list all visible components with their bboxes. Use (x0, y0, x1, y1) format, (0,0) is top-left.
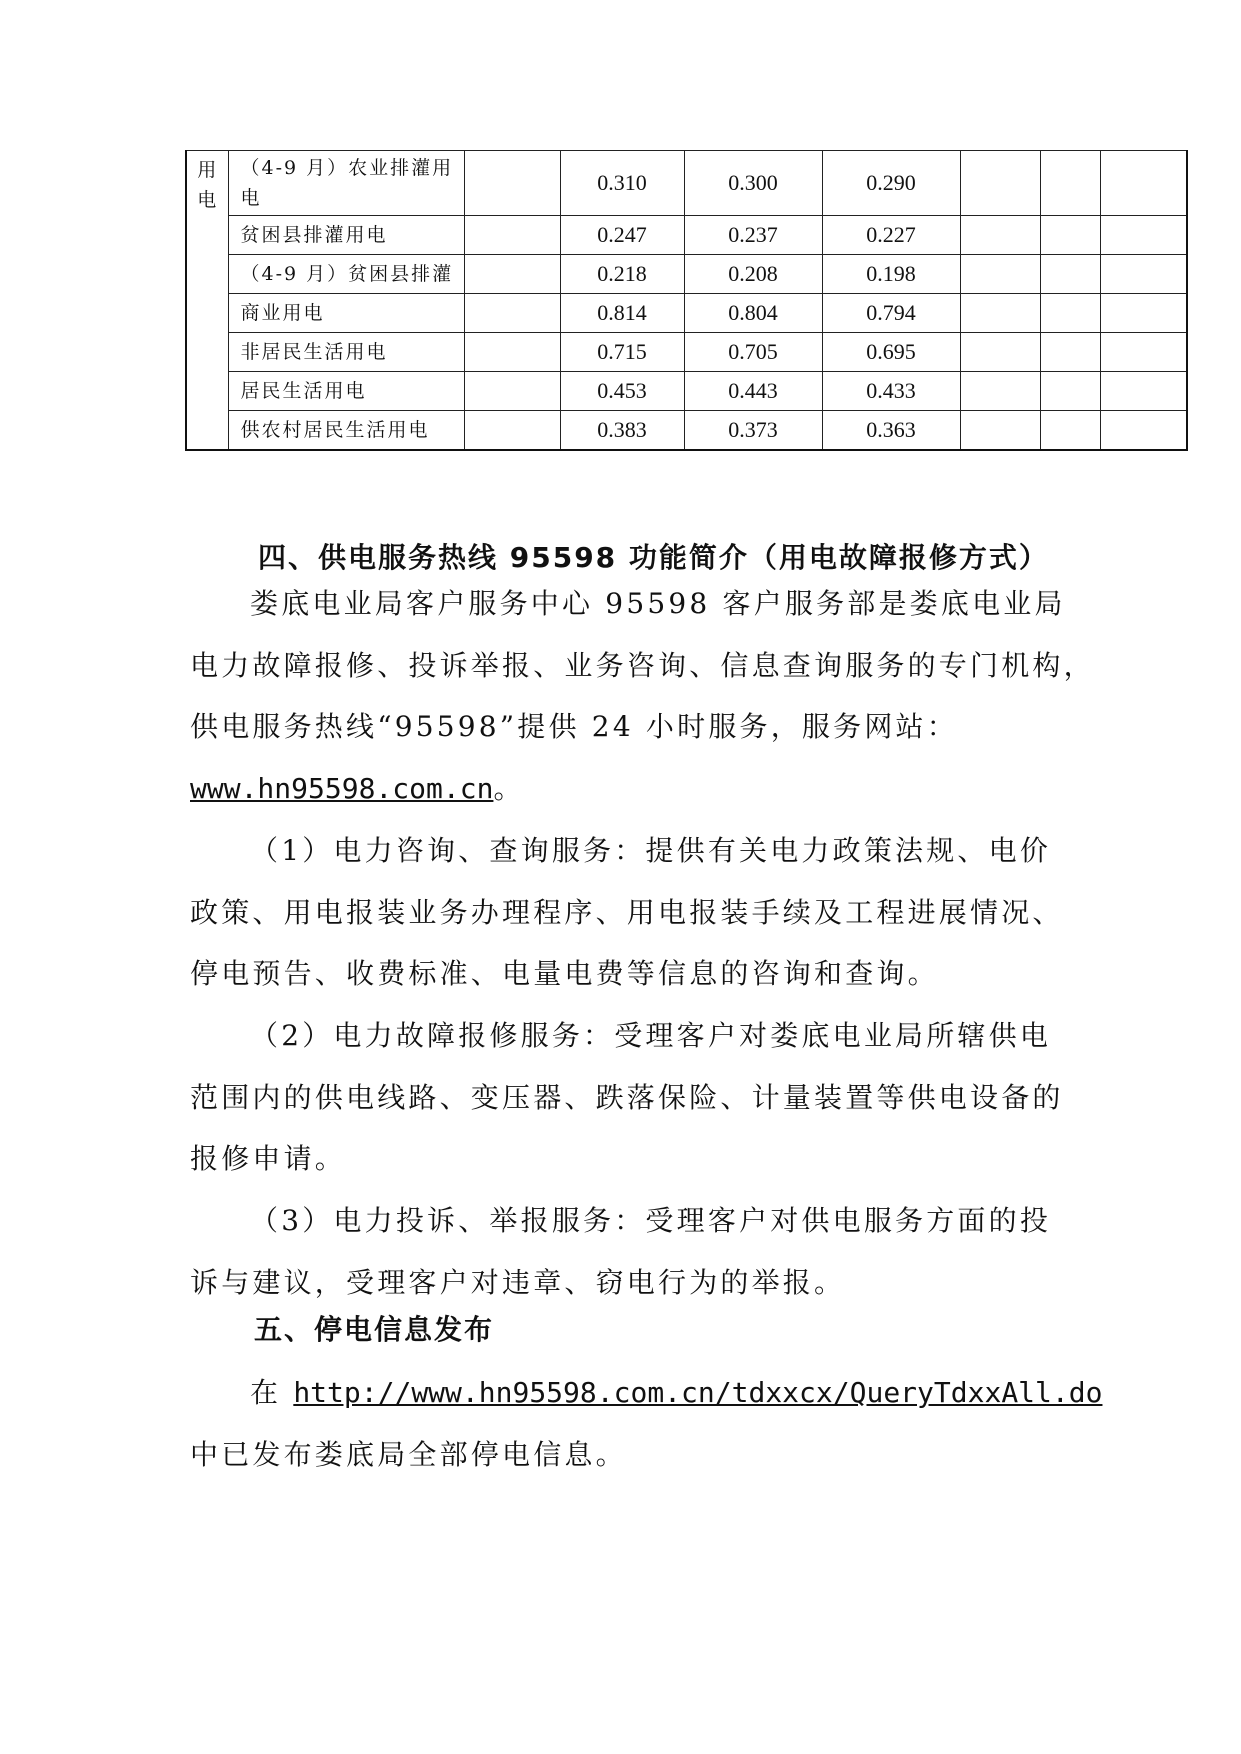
price-cell: 0.237 (684, 216, 822, 255)
price-cell: 0.208 (684, 255, 822, 294)
empty-cell (1100, 151, 1187, 216)
price-cell: 0.218 (560, 255, 684, 294)
item3-line-1: （3）电力投诉、举报服务：受理客户对供电服务方面的投 (250, 1204, 1052, 1238)
item-cell: （4-9 月）贫困县排灌 (228, 255, 464, 294)
price-cell: 0.310 (560, 151, 684, 216)
price-cell: 0.198 (822, 255, 960, 294)
empty-cell (1040, 216, 1100, 255)
price-cell: 0.363 (822, 411, 960, 451)
table-row (186, 294, 1187, 333)
section5-body (190, 1362, 1103, 1485)
empty-cell (1100, 294, 1187, 333)
table-row (186, 372, 1187, 411)
price-cell: 0.227 (822, 216, 960, 255)
item-cell: 居民生活用电 (228, 372, 464, 411)
empty-cell (960, 333, 1040, 372)
empty-cell (464, 411, 560, 451)
empty-cell (960, 294, 1040, 333)
empty-cell (1100, 333, 1187, 372)
price-cell: 0.443 (684, 372, 822, 411)
empty-cell (1040, 372, 1100, 411)
empty-cell (464, 333, 560, 372)
empty-cell (960, 255, 1040, 294)
item2-line-3: 报修申请。 (190, 1142, 347, 1176)
empty-cell (1040, 333, 1100, 372)
empty-cell (464, 216, 560, 255)
empty-cell (1100, 216, 1187, 255)
item-cell: 供农村居民生活用电 (228, 411, 464, 451)
empty-cell (464, 255, 560, 294)
empty-cell (960, 151, 1040, 216)
section4-body (190, 573, 1095, 1313)
empty-cell (1100, 411, 1187, 451)
item1-line-3: 停电预告、收费标准、电量电费等信息的咨询和查询。 (190, 957, 939, 991)
price-cell: 0.290 (822, 151, 960, 216)
table-row (186, 411, 1187, 451)
outage-info-link[interactable]: http://www.hn95598.com.cn/tdxxcx/QueryTdxxAll.do (293, 1376, 1103, 1409)
empty-cell (464, 372, 560, 411)
section5-prefix: 在 (250, 1376, 294, 1409)
price-cell: 0.433 (822, 372, 960, 411)
empty-cell (464, 151, 560, 216)
intro-line-3-text: 供电服务热线“95598”提供 24 小时服务，服务网站： (190, 710, 958, 744)
empty-cell (1100, 255, 1187, 294)
price-cell: 0.814 (560, 294, 684, 333)
item3-line-2: 诉与建议，受理客户对违章、窃电行为的举报。 (190, 1265, 846, 1299)
intro-line-1: 娄底电业局客户服务中心 95598 客户服务部是娄底电业局 (250, 587, 1066, 620)
empty-cell (1040, 151, 1100, 216)
section5-suffix: 中已发布娄底局全部停电信息。 (190, 1437, 627, 1471)
price-cell: 0.373 (684, 411, 822, 451)
intro-line-3 (190, 696, 1042, 758)
table-row (186, 151, 1187, 216)
section5-heading: 五、停电信息发布 (254, 1313, 495, 1346)
intro-line-2: 电力故障报修、投诉举报、业务咨询、信息查询服务的专门机构， (190, 648, 1095, 682)
empty-cell (1040, 411, 1100, 451)
price-cell: 0.794 (822, 294, 960, 333)
category-cell: 用 电 (186, 151, 228, 451)
table-row (186, 255, 1187, 294)
empty-cell (960, 411, 1040, 451)
item2-line-2: 范围内的供电线路、变压器、跌落保险、计量装置等供电设备的 (190, 1080, 1064, 1114)
table-row (186, 333, 1187, 372)
empty-cell (464, 294, 560, 333)
item-cell: 贫困县排灌用电 (228, 216, 464, 255)
item-cell: 非居民生活用电 (228, 333, 464, 372)
empty-cell (1100, 372, 1187, 411)
empty-cell (1040, 294, 1100, 333)
table-row (186, 216, 1187, 255)
price-cell: 0.715 (560, 333, 684, 372)
item-cell: 商业用电 (228, 294, 464, 333)
item-cell: （4-9 月）农业排灌用 电 (228, 151, 464, 216)
section4-heading: 四、供电服务热线 95598 功能简介（用电故障报修方式） (258, 541, 1049, 574)
website-link[interactable]: www.hn95598.com.cn (190, 772, 494, 806)
price-cell: 0.453 (560, 372, 684, 411)
item1-line-1: （1）电力咨询、查询服务：提供有关电力政策法规、电价 (250, 833, 1052, 867)
price-cell: 0.804 (684, 294, 822, 333)
price-cell: 0.383 (560, 411, 684, 451)
empty-cell (960, 216, 1040, 255)
price-cell: 0.247 (560, 216, 684, 255)
item1-line-2: 政策、用电报装业务办理程序、用电报装手续及工程进展情况、 (190, 895, 1064, 929)
item2-line-1: （2）电力故障报修服务：受理客户对娄底电业局所辖供电 (250, 1018, 1052, 1052)
price-cell: 0.695 (822, 333, 960, 372)
empty-cell (960, 372, 1040, 411)
electricity-price-table (185, 150, 1188, 451)
website-suffix: 。 (493, 772, 525, 806)
price-cell: 0.300 (684, 151, 822, 216)
empty-cell (1040, 255, 1100, 294)
price-cell: 0.705 (684, 333, 822, 372)
